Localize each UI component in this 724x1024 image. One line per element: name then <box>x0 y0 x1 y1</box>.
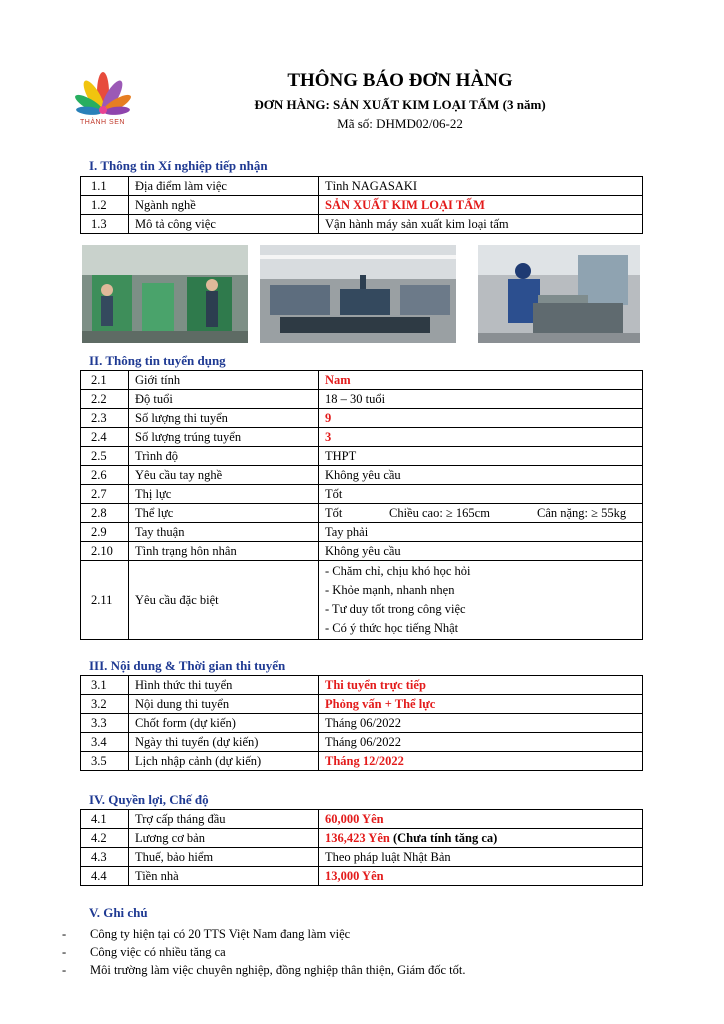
row-value: Thi tuyển trực tiếp <box>319 676 643 695</box>
list-item: - Tư duy tốt trong công việc <box>325 602 466 616</box>
row-number: 2.4 <box>81 428 129 447</box>
row-number: 2.6 <box>81 466 129 485</box>
row-number: 4.2 <box>81 829 129 848</box>
row-value: Tay phải <box>319 523 643 542</box>
row-number: 2.3 <box>81 409 129 428</box>
table-row <box>81 561 643 640</box>
table-row <box>81 714 643 733</box>
row-number: 1.2 <box>81 196 129 215</box>
section-4-table <box>80 809 643 886</box>
table-row <box>81 390 643 409</box>
row-value: THPT <box>319 447 643 466</box>
table-row <box>81 829 643 848</box>
base-salary-value: 136,423 Yên <box>325 830 390 845</box>
section-3-title: III. Nội dung & Thời gian thi tuyển <box>89 658 286 673</box>
table-row <box>81 371 643 390</box>
row-value: SẢN XUẤT KIM LOẠI TẤM <box>319 196 643 215</box>
table-row <box>81 215 643 234</box>
row-label: Trợ cấp tháng đầu <box>129 810 319 829</box>
table-row <box>81 466 643 485</box>
note-text: Công ty hiện tại có 20 TTS Việt Nam đang làm việc <box>90 927 351 941</box>
row-value: 3 <box>319 428 643 447</box>
note-text: Công việc có nhiều tăng ca <box>90 945 226 959</box>
order-code: Mã số: DHMD02/06-22 <box>337 116 463 131</box>
row-value: Phỏng vấn + Thể lực <box>319 695 643 714</box>
table-row <box>81 485 643 504</box>
row-value: Nam <box>319 371 643 390</box>
factory-photo-3 <box>478 245 640 343</box>
table-row <box>81 867 643 886</box>
row-label: Chốt form (dự kiến) <box>129 714 319 733</box>
row-label: Ngành nghề <box>129 196 319 215</box>
height-requirement: Chiều cao: ≥ 165cm <box>389 505 490 520</box>
row-number: 2.8 <box>81 504 129 523</box>
bullet-dash: - <box>62 963 67 977</box>
table-row <box>81 810 643 829</box>
base-salary-note: (Chưa tính tăng ca) <box>392 830 498 845</box>
row-label: Tình trạng hôn nhân <box>129 542 319 561</box>
row-label: Thuế, bảo hiểm <box>129 848 319 867</box>
row-label: Số lượng thi tuyển <box>129 409 319 428</box>
row-number: 3.3 <box>81 714 129 733</box>
row-number: 2.9 <box>81 523 129 542</box>
row-value: 9 <box>319 409 643 428</box>
row-label: Giới tính <box>129 371 319 390</box>
table-row <box>81 504 643 523</box>
section-2-title: II. Thông tin tuyển dụng <box>89 353 226 368</box>
section-2-table <box>80 370 643 640</box>
row-value: Tháng 12/2022 <box>319 752 643 771</box>
bullet-dash: - <box>62 945 67 959</box>
table-row <box>81 695 643 714</box>
factory-photo-1 <box>82 245 248 343</box>
list-item: - Khỏe mạnh, nhanh nhẹn <box>325 583 455 597</box>
list-item: - Chăm chỉ, chịu khó học hỏi <box>325 564 471 578</box>
row-label: Số lượng trúng tuyển <box>129 428 319 447</box>
row-label: Yêu cầu đặc biệt <box>129 561 319 640</box>
row-value: Vận hành máy sản xuất kim loại tấm <box>319 215 643 234</box>
row-label: Yêu cầu tay nghề <box>129 466 319 485</box>
table-row <box>81 447 643 466</box>
row-number: 3.1 <box>81 676 129 695</box>
row-value: Theo pháp luật Nhật Bản <box>319 848 643 867</box>
factory-photo-2 <box>260 245 456 343</box>
table-row <box>81 428 643 447</box>
row-number: 3.2 <box>81 695 129 714</box>
page-title: THÔNG BÁO ĐƠN HÀNG <box>287 70 513 91</box>
section-3-table <box>80 675 643 771</box>
row-label: Độ tuổi <box>129 390 319 409</box>
row-number: 2.7 <box>81 485 129 504</box>
row-value: Không yêu cầu <box>319 466 643 485</box>
row-value <box>319 561 643 640</box>
table-row <box>81 752 643 771</box>
row-value <box>319 829 643 848</box>
section-1-table <box>80 176 643 234</box>
row-number: 1.1 <box>81 177 129 196</box>
workplace-photos <box>82 245 640 343</box>
table-row <box>81 196 643 215</box>
logo-text: THÀNH SEN <box>80 119 125 126</box>
note-text: Môi trường làm việc chuyên nghiệp, đồng nghiệp thân thiện, Giám đốc tốt. <box>90 963 466 977</box>
row-value: Tốt <box>319 485 643 504</box>
table-row <box>81 848 643 867</box>
table-row <box>81 542 643 561</box>
row-label: Lịch nhập cảnh (dự kiến) <box>129 752 319 771</box>
row-label: Mô tả công việc <box>129 215 319 234</box>
row-number: 3.4 <box>81 733 129 752</box>
table-row <box>81 523 643 542</box>
table-row <box>81 676 643 695</box>
row-label: Trình độ <box>129 447 319 466</box>
row-number: 2.2 <box>81 390 129 409</box>
row-value: Không yêu cầu <box>319 542 643 561</box>
row-number: 1.3 <box>81 215 129 234</box>
row-label: Ngày thi tuyển (dự kiến) <box>129 733 319 752</box>
row-label: Thể lực <box>129 504 319 523</box>
row-number: 2.11 <box>81 561 129 640</box>
list-item: - Có ý thức học tiếng Nhật <box>325 621 459 635</box>
row-value <box>319 504 643 523</box>
row-number: 2.10 <box>81 542 129 561</box>
row-label: Nội dung thi tuyển <box>129 695 319 714</box>
row-label: Tay thuận <box>129 523 319 542</box>
row-value: Tỉnh NAGASAKI <box>319 177 643 196</box>
row-value: 18 – 30 tuổi <box>319 390 643 409</box>
row-number: 4.1 <box>81 810 129 829</box>
physical-status: Tốt <box>325 505 343 520</box>
row-number: 2.5 <box>81 447 129 466</box>
row-label: Lương cơ bản <box>129 829 319 848</box>
row-number: 4.3 <box>81 848 129 867</box>
bullet-dash: - <box>62 927 67 941</box>
row-label: Tiền nhà <box>129 867 319 886</box>
row-number: 2.1 <box>81 371 129 390</box>
row-label: Hình thức thi tuyển <box>129 676 319 695</box>
row-label: Địa điểm làm việc <box>129 177 319 196</box>
row-value: Tháng 06/2022 <box>319 733 643 752</box>
row-number: 4.4 <box>81 867 129 886</box>
table-row <box>81 733 643 752</box>
weight-requirement: Cân nặng: ≥ 55kg <box>537 505 627 520</box>
row-value: Tháng 06/2022 <box>319 714 643 733</box>
row-label: Thị lực <box>129 485 319 504</box>
section-1-title: I. Thông tin Xí nghiệp tiếp nhận <box>89 158 268 173</box>
section-5-title: V. Ghi chú <box>89 905 148 920</box>
row-number: 3.5 <box>81 752 129 771</box>
section-4-title: IV. Quyền lợi, Chế độ <box>89 792 209 807</box>
row-value: 13,000 Yên <box>319 867 643 886</box>
table-row <box>81 177 643 196</box>
table-row <box>81 409 643 428</box>
page-subtitle: ĐƠN HÀNG: SẢN XUẤT KIM LOẠI TẤM (3 năm) <box>254 97 546 112</box>
row-value: 60,000 Yên <box>319 810 643 829</box>
